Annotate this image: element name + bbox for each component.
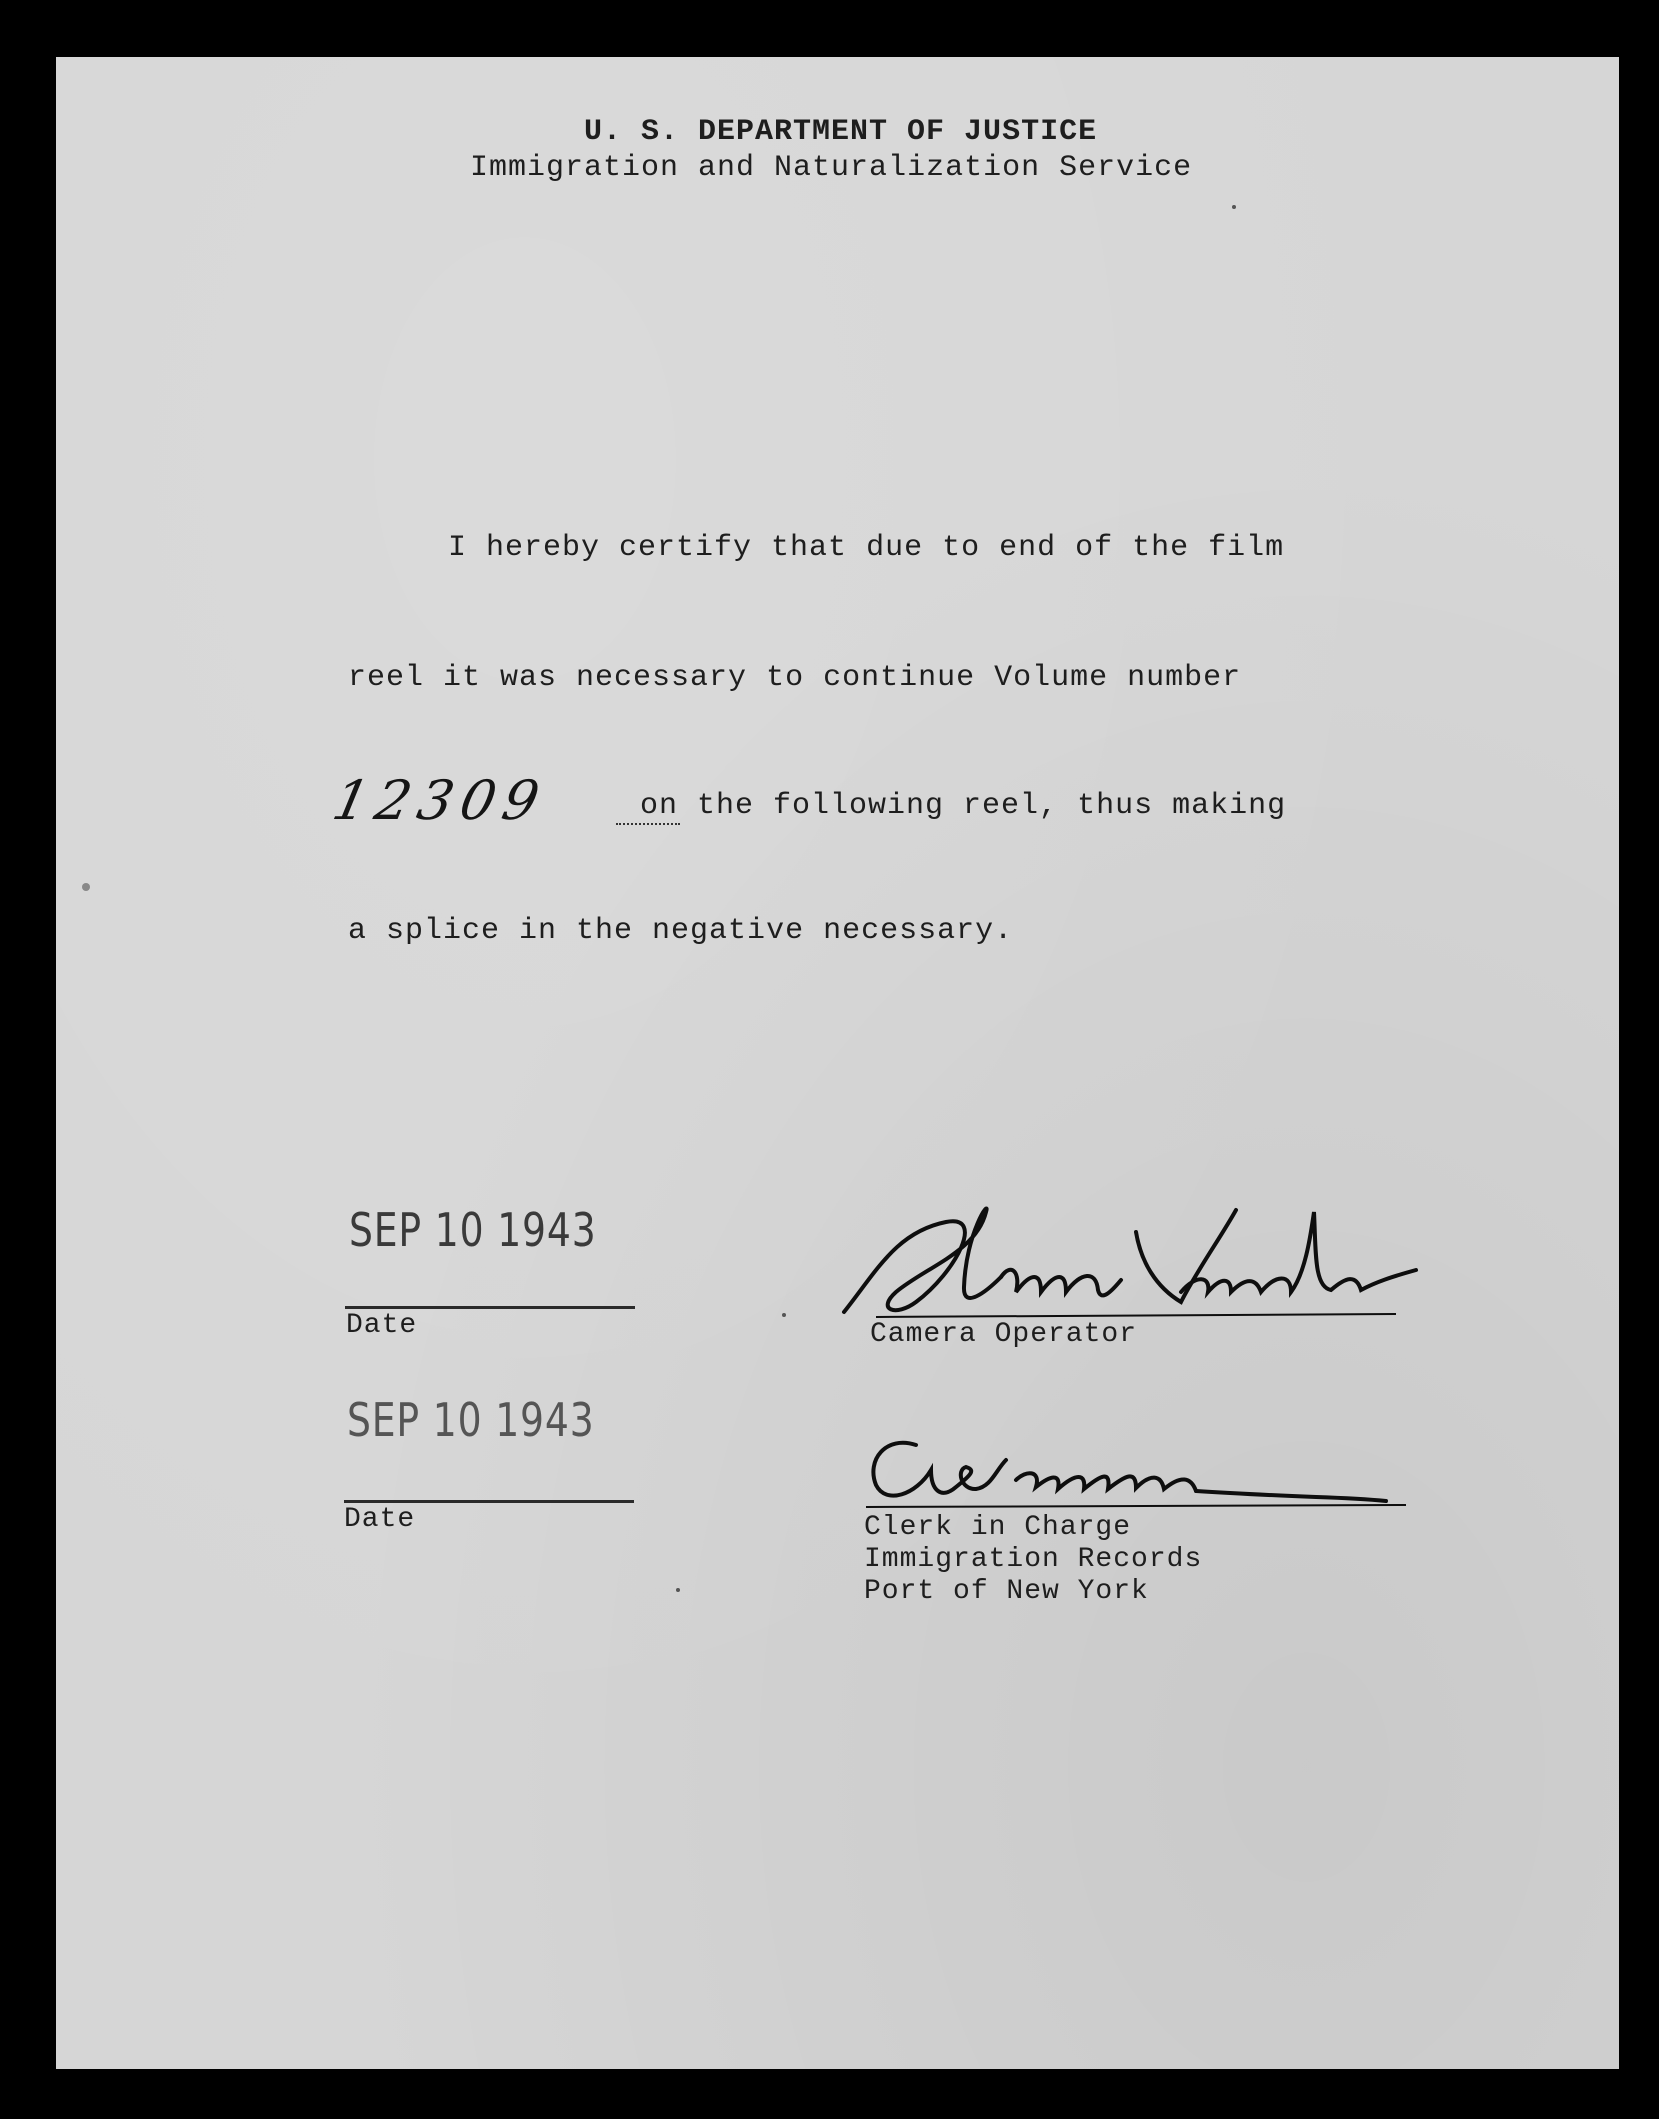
paper-speck	[676, 1588, 680, 1592]
volume-number-underline	[616, 823, 680, 825]
date-rule-1	[345, 1306, 635, 1309]
date-rule-2	[344, 1500, 634, 1503]
clerk-in-charge-label: Clerk in Charge	[864, 1512, 1132, 1543]
document-page	[56, 57, 1619, 2069]
handwritten-volume-number: 12309	[327, 769, 553, 832]
port-of-new-york-label: Port of New York	[864, 1576, 1149, 1607]
date-label-2: Date	[344, 1504, 416, 1535]
certification-line-4: a splice in the negative necessary.	[348, 914, 1014, 948]
camera-operator-label: Camera Operator	[870, 1319, 1138, 1350]
date-label-1: Date	[346, 1310, 418, 1341]
immigration-records-label: Immigration Records	[864, 1544, 1203, 1575]
certification-line-2: reel it was necessary to continue Volume number	[348, 661, 1242, 695]
certification-line-1: I hereby certify that due to end of the film	[448, 531, 1285, 565]
paper-speck	[1232, 205, 1236, 209]
service-heading: Immigration and Naturalization Service	[470, 151, 1193, 185]
department-heading: U. S. DEPARTMENT OF JUSTICE	[584, 115, 1098, 149]
clerk-signature	[846, 1415, 1446, 1515]
paper-speck	[782, 1313, 786, 1317]
date-stamp-2: SEP 10 1943	[347, 1393, 595, 1447]
date-stamp-1: SEP 10 1943	[349, 1203, 597, 1257]
certification-line-3: on the following reel, thus making	[640, 789, 1287, 823]
camera-operator-signature	[836, 1192, 1456, 1332]
paper-speck	[82, 883, 90, 891]
